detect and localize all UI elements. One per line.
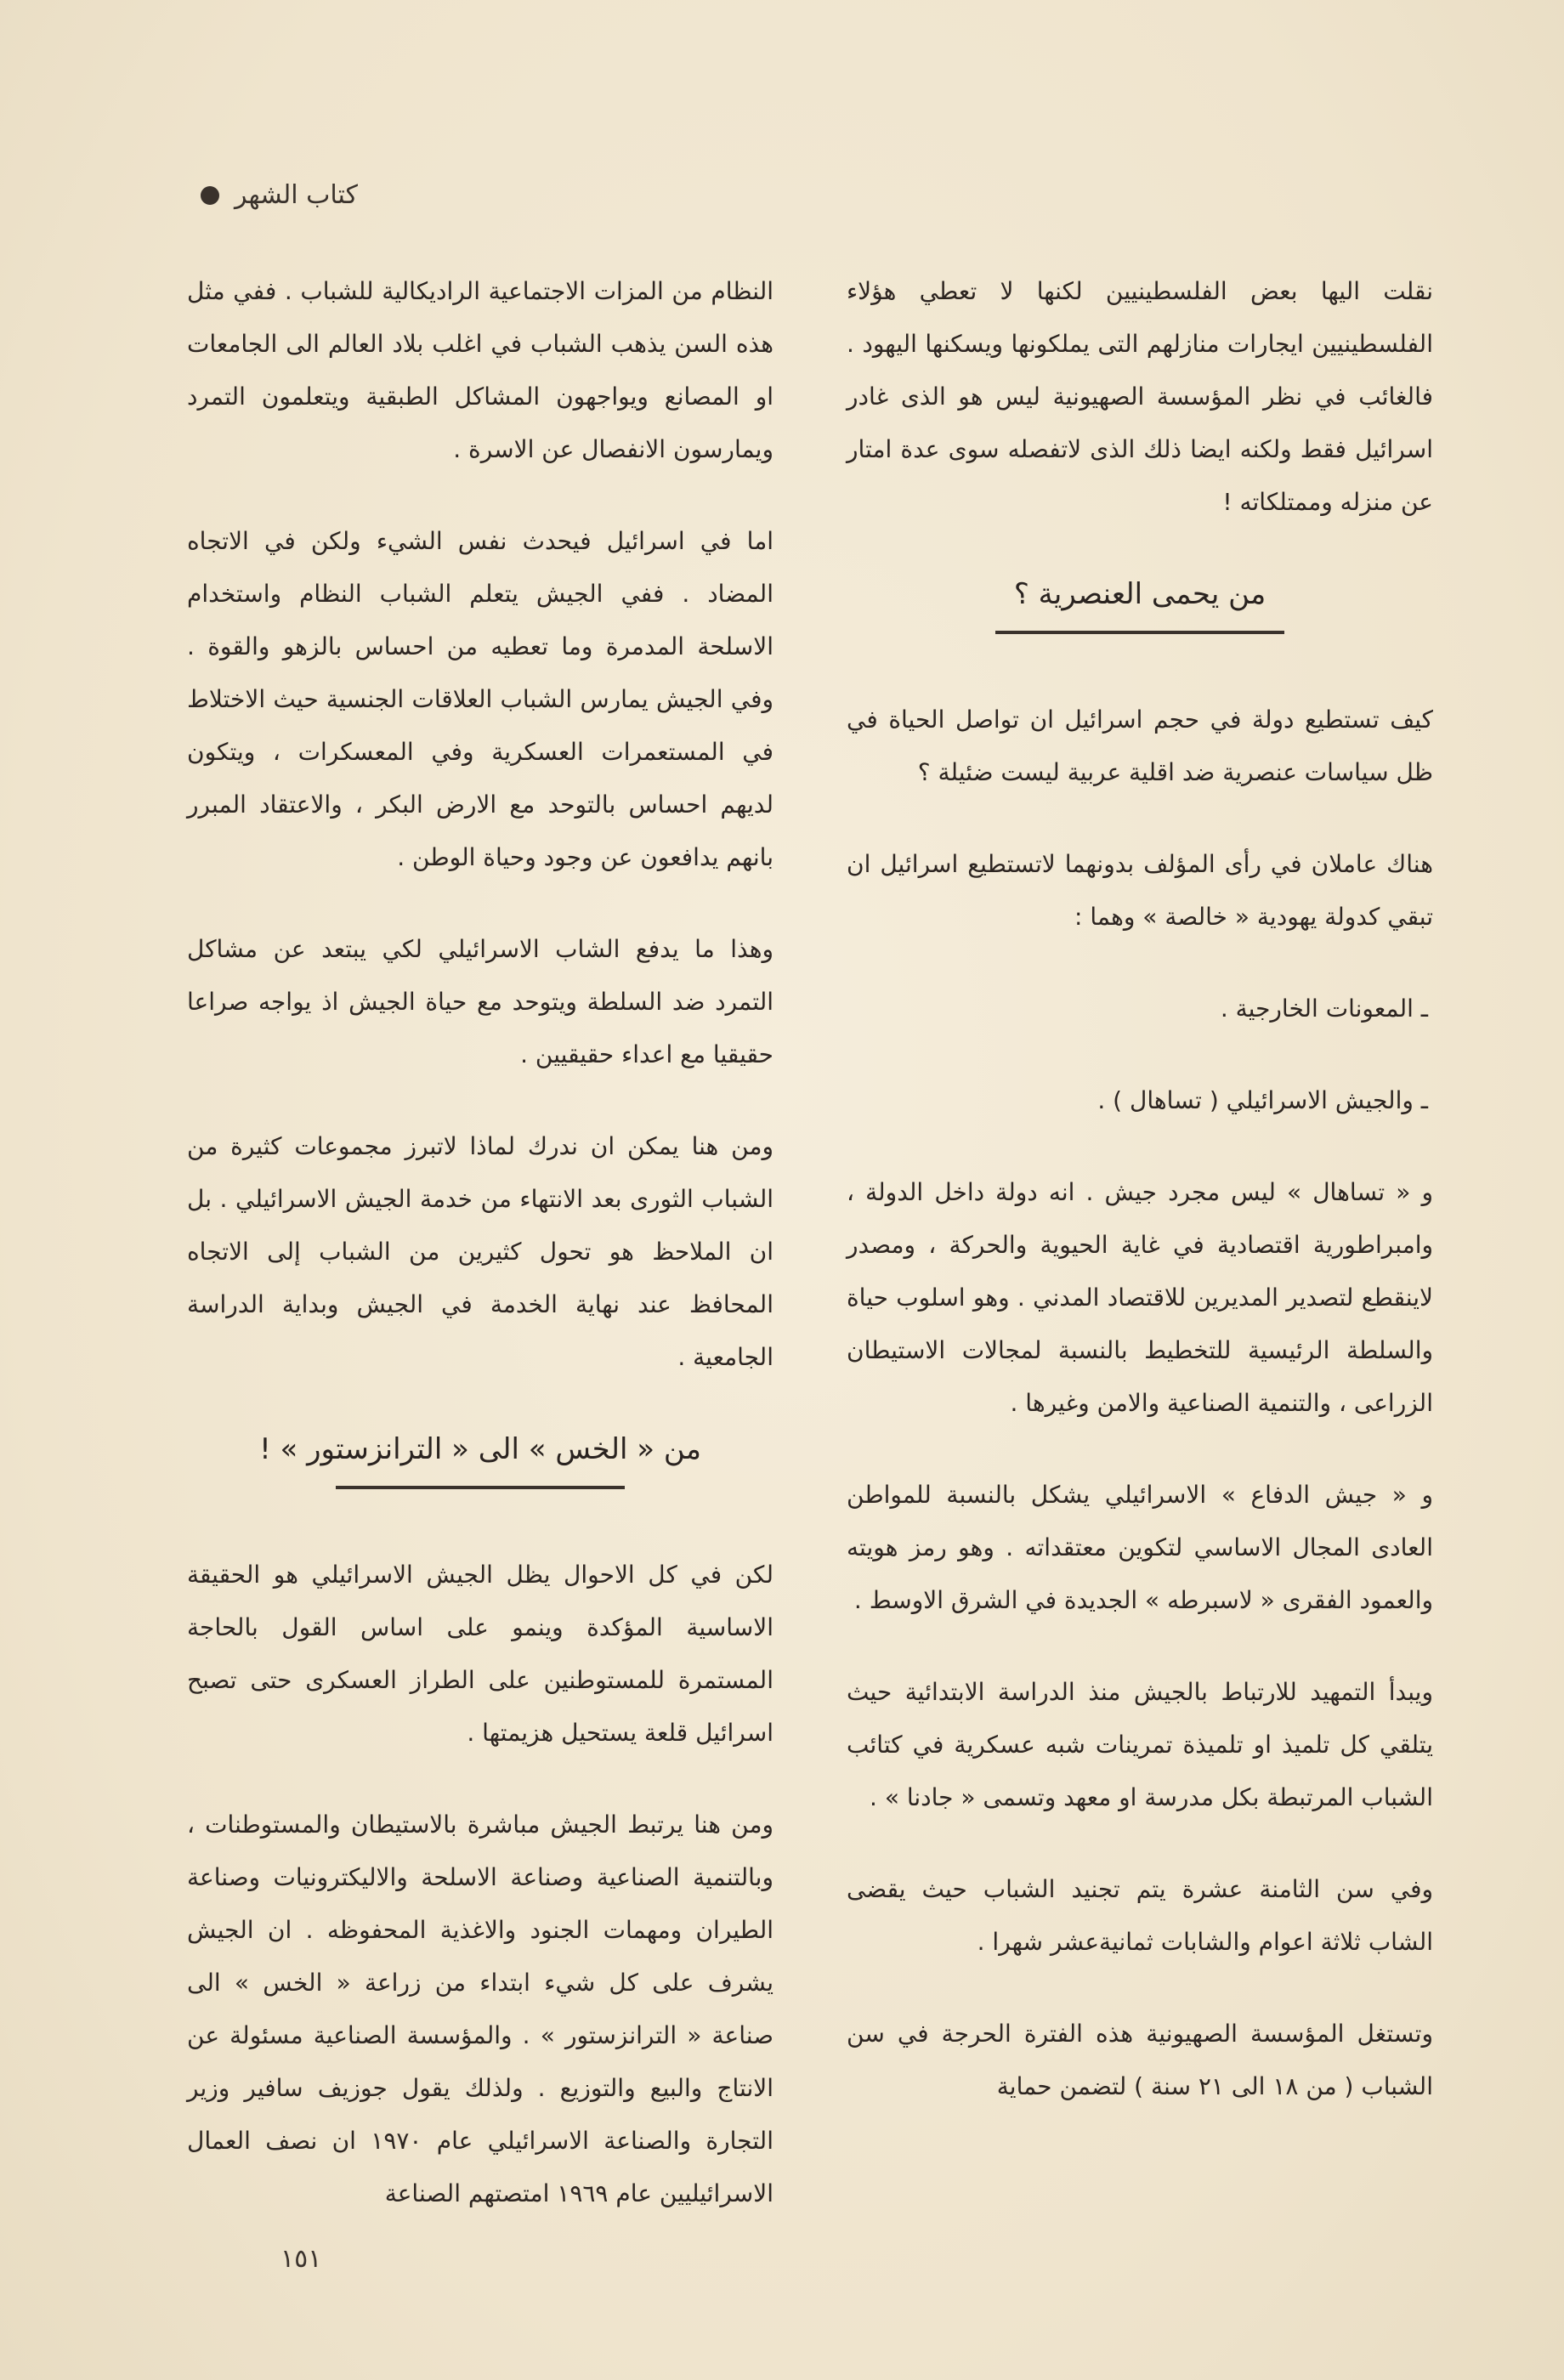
bullet-icon [201, 186, 219, 205]
paragraph: و « جيش الدفاع » الاسرائيلي يشكل بالنسبة للمواطن العادى المجال الاساسي لتكوين معتقداته . وهو رمز هويته والعمود الفقرى « لاسبرطه » الجديدة في الشرق الاوسط . [847, 1481, 1433, 1614]
paragraph: وهذا ما يدفع الشاب الاسرائيلي لكي يبتعد عن مشاكل التمرد ضد السلطة ويتوحد مع حياة الجيش اذ يواجه صراعا حقيقيا مع اعداء حقيقيين . [187, 935, 774, 1068]
paragraph: هناك عاملان في رأى المؤلف بدونهما لاتستطيع اسرائيل ان تبقي كدولة يهودية « خالصة » وهما : [847, 850, 1433, 931]
paragraph: ويبدأ التمهيد للارتباط بالجيش منذ الدراسة الابتدائية حيث يتلقي كل تلميذ او تلميذة تمرينات شبه عسكرية في كتائب الشباب المرتبطة بكل مدرسة او معهد وتسمى « جادنا » . [847, 1678, 1433, 1811]
section-heading: من يحمى العنصرية ؟ [1013, 577, 1266, 611]
header-title: كتاب الشهر [235, 180, 358, 210]
paragraph: ومن هنا يمكن ان ندرك لماذا لاتبرز مجموعات كثيرة من الشباب الثورى بعد الانتهاء من خدمة الجيش الاسرائيلي . بل ان الملاحظ هو تحول كثيرين من الشباب إلى الاتجاه المحافظ عند نهاية الخدمة في الجيش وبداية الدراسة الجامعية . [187, 1132, 774, 1371]
paragraph: النظام من المزات الاجتماعية الراديكالية للشباب . ففي مثل هذه السن يذهب الشباب في اغلب بلاد العالم الى الجامعات او المصانع ويواجهون المشاكل الطبقية ويتعلمون التمرد ويمارسون الانفصال عن الاسرة . [187, 277, 774, 463]
list-item: ـ والجيش الاسرائيلي ( تساهال ) . [1097, 1086, 1428, 1114]
paragraph: وفي سن الثامنة عشرة يتم تجنيد الشباب حيث يقضى الشاب ثلاثة اعوام والشابات ثمانيةعشر شهرا . [847, 1875, 1433, 1956]
left-column [187, 265, 774, 2259]
page-number: ١٥١ [280, 2244, 322, 2274]
paragraph: اما في اسرائيل فيحدث نفس الشيء ولكن في الاتجاه المضاد . ففي الجيش يتعلم الشباب النظام واستخدام الاسلحة المدمرة وما تعطيه من احساس بالزهو والقوة . وفي الجيش يمارس الشباب العلاقات الجنسية حيث الاختلاط في المستعمرات العسكرية وفي المعسكرات ، ويتكون لديهم احساس بالتوحد مع الارض البكر ، والاعتقاد المبرر بانهم يدافعون عن وجود وحياة الوطن . [187, 527, 774, 871]
paragraph: لكن في كل الاحوال يظل الجيش الاسرائيلي هو الحقيقة الاساسية المؤكدة وينمو على اساس القول بالحاجة المستمرة للمستوطنين على الطراز العسكرى حتى تصبح اسرائيل قلعة يستحيل هزيمتها . [187, 1561, 774, 1747]
paragraph: وتستغل المؤسسة الصهيونية هذه الفترة الحرجة في سن الشباب ( من ١٨ الى ٢١ سنة ) لتضمن حماية [847, 2020, 1433, 2100]
heading-rule [995, 631, 1284, 634]
paragraph: نقلت اليها بعض الفلسطينيين لكنها لا تعطي هؤلاء الفلسطينيين ايجارات منازلهم التى يملكونها ويسكنها اليهود . فالغائب في نظر المؤسسة الصهيونية ليس هو الذى غادر اسرائيل فقط ولكنه ايضا ذلك الذى لاتفصله سوى عدة امتار عن منزله وممتلكاته ! [847, 277, 1433, 516]
list-item: ـ المعونات الخارجية . [1220, 994, 1428, 1023]
running-header [201, 180, 358, 210]
paragraph: ومن هنا يرتبط الجيش مباشرة بالاستيطان والمستوطنات ، وبالتنمية الصناعية وصناعة الاسلحة والاليكترونيات وصناعة الطيران ومهمات الجنود والاغذية المحفوظه . ان الجيش يشرف على كل شيء ابتداء من زراعة « الخس » الى صناعة « الترانزستور » . والمؤسسة الصناعية مسئولة عن الانتاج والبيع والتوزيع . ولذلك يقول جوزيف سافير وزير التجارة والصناعة الاسرائيلي عام ١٩٧٠ ان نصف العمال الاسرائيليين عام ١٩٦٩ امتصتهم الصناعة [187, 1810, 774, 2207]
section-heading: من « الخس » الى « الترانزستور » ! [259, 1432, 701, 1466]
paragraph: و « تساهال » ليس مجرد جيش . انه دولة داخل الدولة ، وامبراطورية اقتصادية في غاية الحيوية والحركة ، ومصدر لاينقطع لتصدير المديرين للاقتصاد المدني . وهو اسلوب حياة والسلطة الرئيسية للتخطيط بالنسبة لمجالات الاستيطان الزراعى ، والتنمية الصناعية والامن وغيرها . [847, 1178, 1433, 1417]
paragraph: كيف تستطيع دولة في حجم اسرائيل ان تواصل الحياة في ظل سياسات عنصرية ضد اقلية عربية ليست ضئيلة ؟ [847, 706, 1433, 786]
right-column [847, 265, 1433, 2152]
heading-rule [336, 1486, 625, 1489]
